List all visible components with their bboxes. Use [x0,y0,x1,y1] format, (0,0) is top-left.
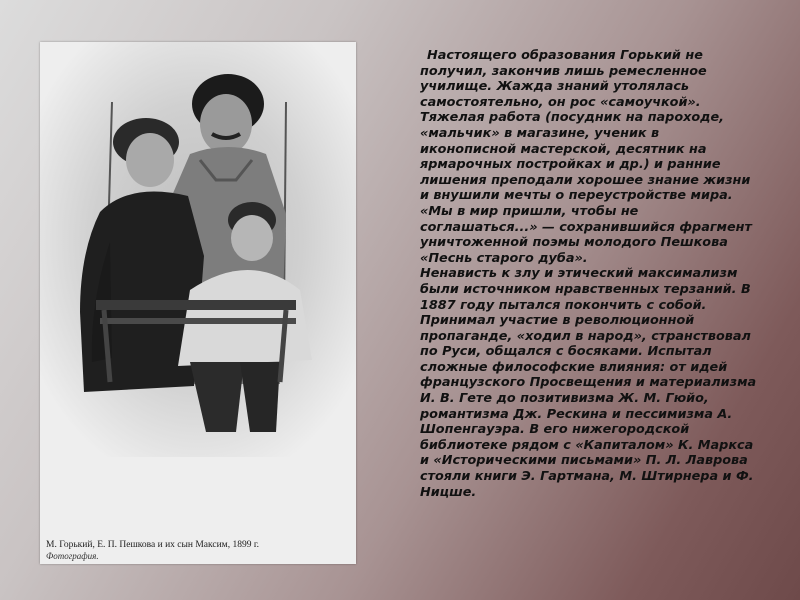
biography-text [420,48,758,500]
photo-caption [46,540,352,562]
family-photo [40,42,356,457]
photo-caption-main: М. Горький, Е. П. Пешкова и их сын Максим, 1899 г. [46,540,260,550]
photo-card [40,42,356,564]
paragraph-influences: Ненависть к злу и этический максимализм были источником нравственных терзаний. В 1887 году пытался покончить с собой. Принимал участие в революционной пропаганде, «ходил в народ», странствовал по Руси, общался с босяками. Испытал сложные философские влияния: от идей французского Просвещения и материализма И. В. Гете до позитивизма Ж. М. Гюйо, романтизма Дж. Рескина и пессимизма А. Шопенгауэра. В его нижегородской библиотеке рядом с «Капиталом» К. Маркса и «Историческими письмами» П. Л. Лаврова стояли книги Э. Гартмана, М. Штирнера и Ф. Ницше. [420,266,757,500]
photo-caption-sub: Фотография. [46,551,99,561]
paragraph-education: Настоящего образования Горький не получил, закончив лишь ремесленное училище. Жажда знаний утолялась самостоятельно, он рос «самоучкой». Тяжелая работа (посудник на пароходе, «мальчик» в магазине, ученик в иконописной мастерской, десятник на ярмарочных постройках и др.) и ранние лишения преподали хорошее знание жизни и внушили мечты о переустройстве мира. «Мы в мир пришли, чтобы не соглашаться...» — сохранившийся фрагмент уничтоженной поэмы молодого Пешкова «Песнь старого дуба». [420,48,752,266]
